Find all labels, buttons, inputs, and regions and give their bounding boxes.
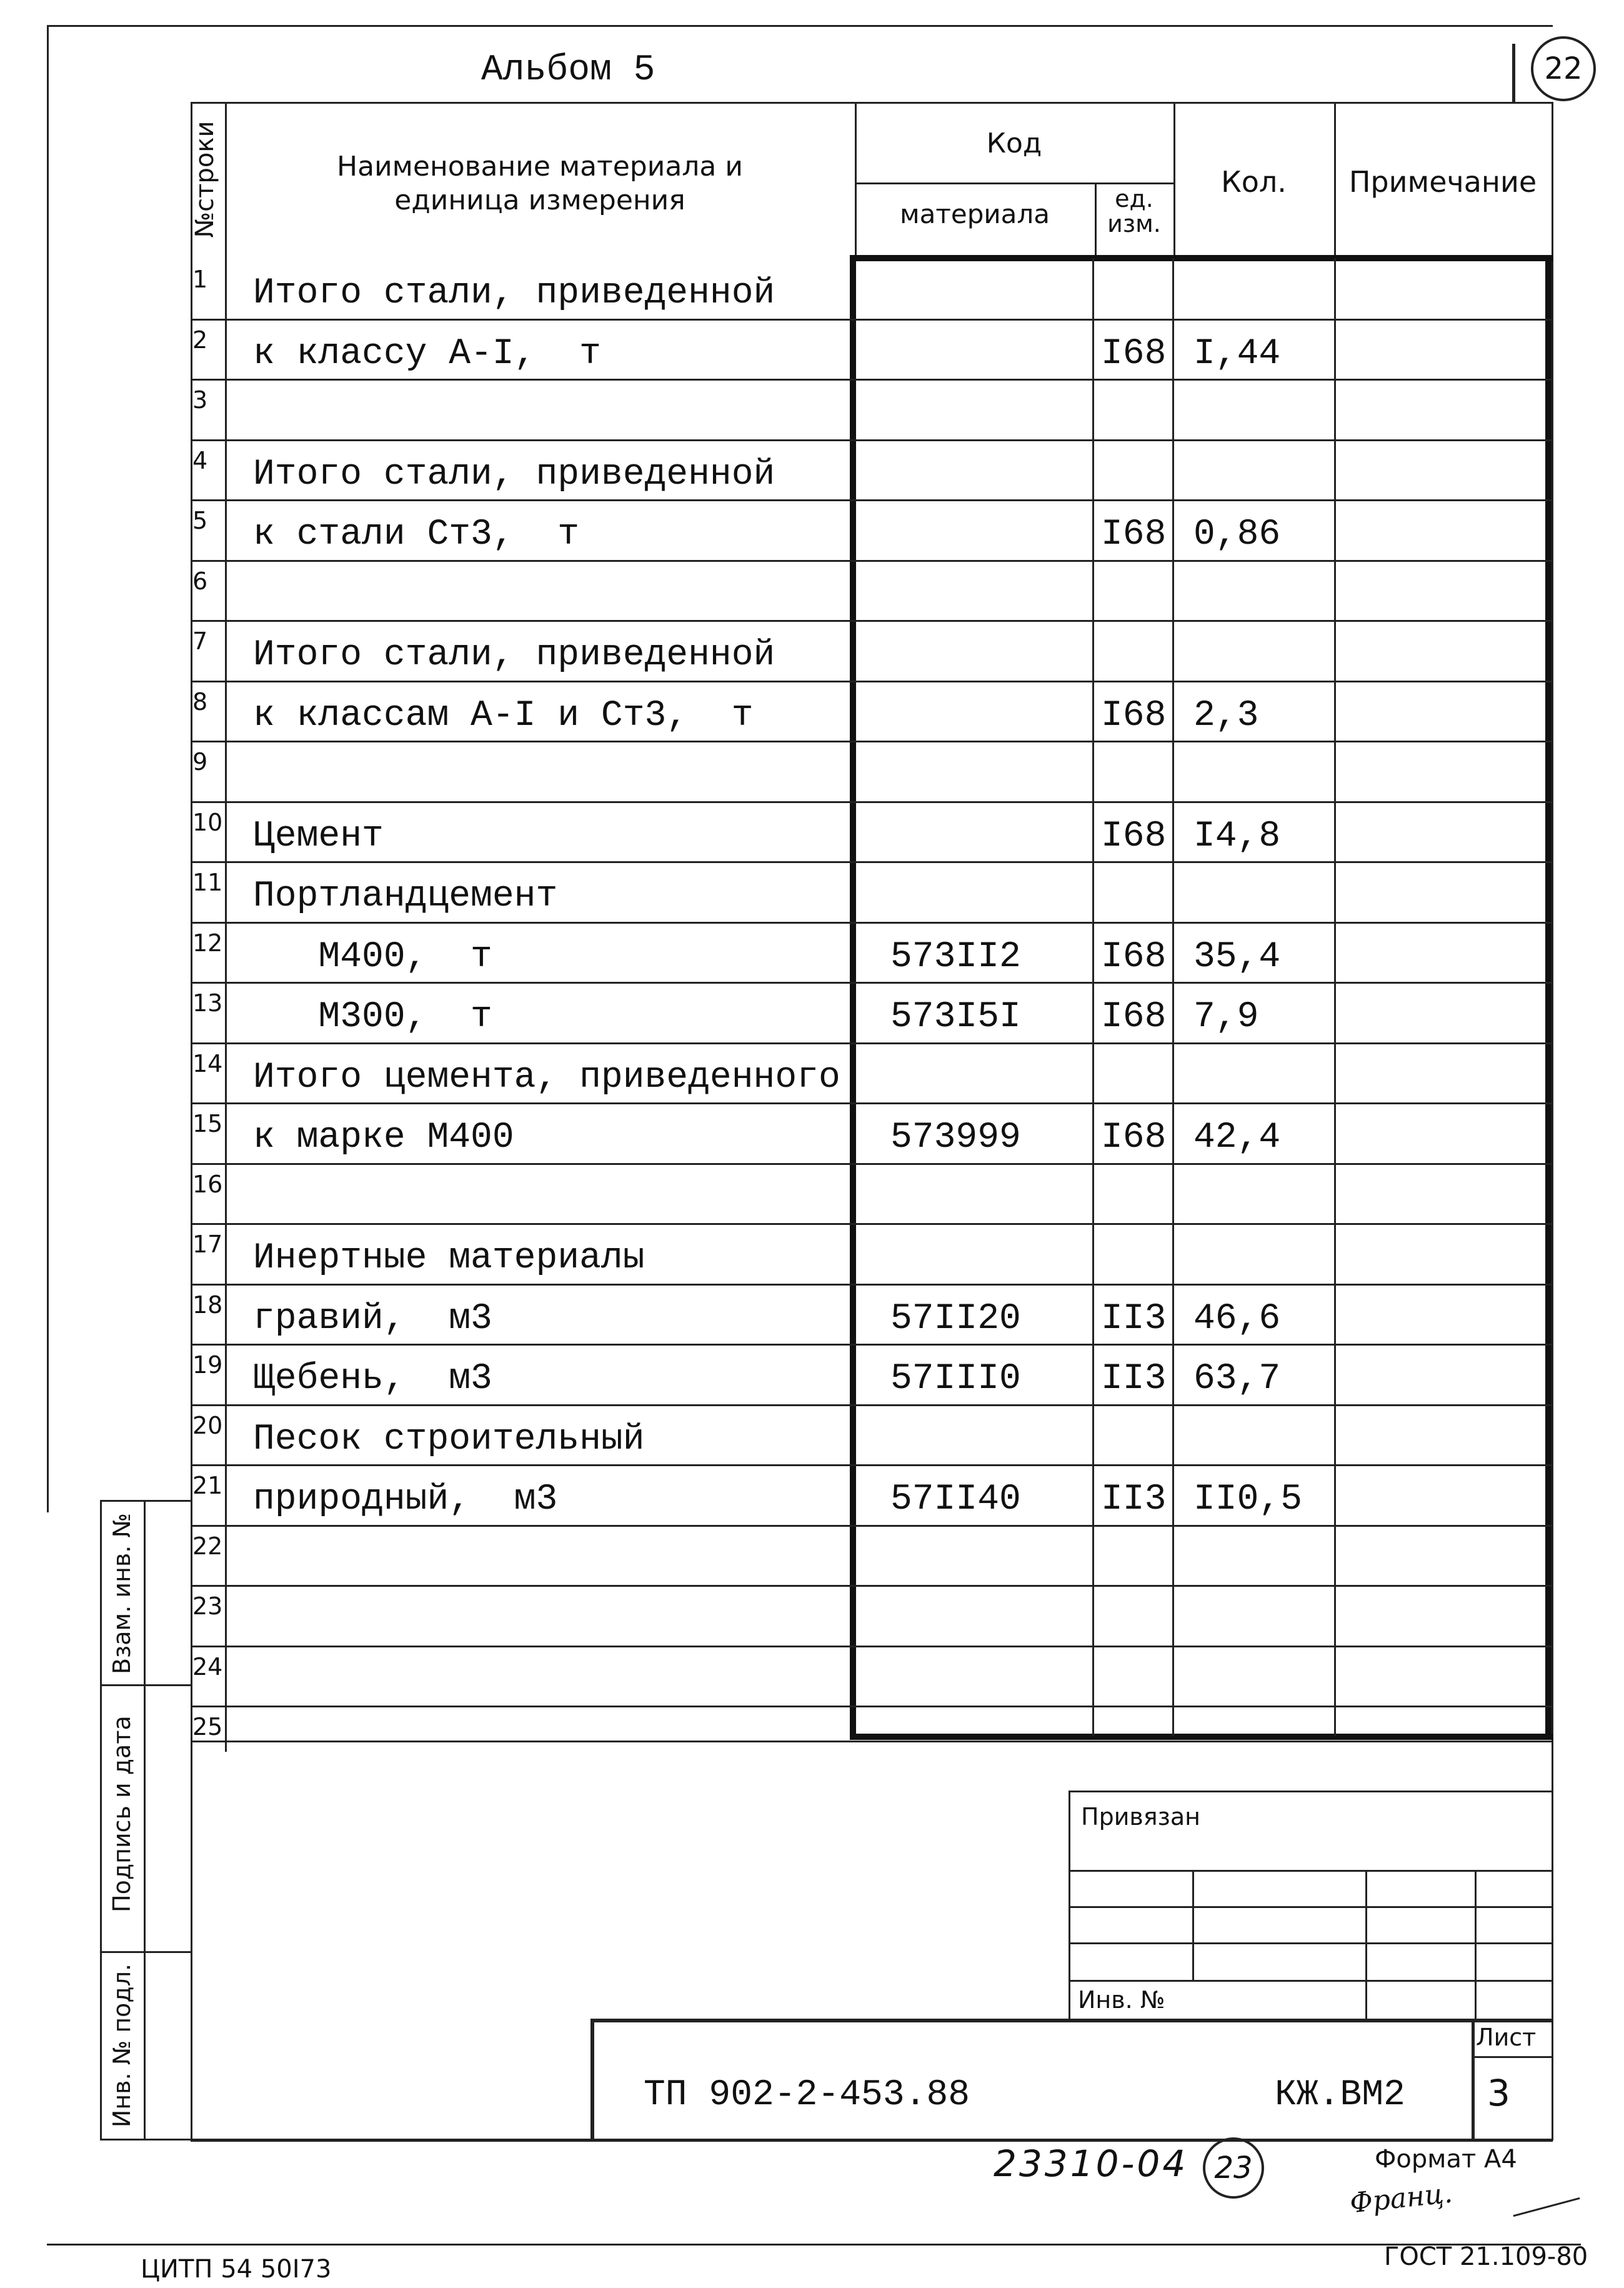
row-material-name: Цемент — [253, 816, 384, 857]
header-name: Наименование материала и единица измерения — [337, 151, 743, 216]
row-number: 5 — [192, 507, 208, 534]
header-note: Примечание — [1348, 165, 1537, 199]
row-quantity: II0,5 — [1193, 1479, 1303, 1520]
row-unit-code: II3 — [1101, 1479, 1167, 1520]
row-material-code: 573II2 — [890, 936, 1021, 977]
row-number: 15 — [192, 1110, 223, 1137]
row-material-name: Портландцемент — [253, 876, 558, 917]
row-separator — [191, 1585, 1553, 1587]
header-row-number: №строки — [191, 121, 219, 238]
row-separator — [191, 620, 1553, 622]
row-number: 11 — [192, 869, 223, 896]
title-block-bottom — [191, 2139, 1553, 2142]
row-quantity: 35,4 — [1193, 936, 1281, 977]
row-separator — [191, 319, 1553, 321]
stamp-grid-line-2 — [1069, 1906, 1553, 1908]
row-material-name: Инертные материалы — [253, 1238, 645, 1279]
row-number: 9 — [192, 748, 208, 776]
stamp-grid-line-1 — [1069, 1870, 1553, 1872]
body-note-divider — [1334, 258, 1336, 1736]
row-number: 2 — [192, 326, 208, 354]
row-separator — [191, 560, 1553, 562]
sidebar-inv-podl: Инв. № подл. — [108, 1963, 136, 2128]
row-material-name: к марке М400 — [253, 1117, 514, 1158]
row-material-name: к классам А-I и Ст3, т — [253, 695, 754, 736]
frame-top-right-tick — [1512, 44, 1515, 103]
stamp-grid-col-2 — [1365, 1870, 1367, 2019]
row-quantity: 42,4 — [1193, 1117, 1281, 1158]
stamp-privyazan: Привязан — [1081, 1803, 1200, 1831]
row-number: 23 — [192, 1592, 223, 1620]
row-unit-code: I68 — [1101, 333, 1167, 374]
row-number: 4 — [192, 446, 208, 474]
row-separator — [191, 801, 1553, 803]
row-separator — [191, 1706, 1553, 1707]
page-number: 22 — [1544, 51, 1583, 86]
row-quantity: 7,9 — [1193, 997, 1259, 1037]
row-material-name: Щебень, м3 — [253, 1359, 492, 1399]
stamp-inv-no: Инв. № — [1078, 1986, 1165, 2014]
body-qty-divider — [1172, 258, 1174, 1736]
sidebar-podpis-data: Подпись и дата — [108, 1716, 136, 1912]
body-unit-divider — [1092, 258, 1094, 1736]
stamp-grid-col-1 — [1192, 1870, 1194, 1980]
row-number: 7 — [192, 627, 208, 655]
row-separator — [191, 1344, 1553, 1346]
title-block-left — [590, 2019, 594, 2141]
row-quantity: 46,6 — [1193, 1298, 1281, 1339]
row-number: 19 — [192, 1351, 223, 1379]
header-code-subdivider — [855, 182, 1173, 184]
row-material-name: М400, т — [253, 936, 492, 977]
row-unit-code: II3 — [1101, 1359, 1167, 1399]
row-number: 20 — [192, 1411, 223, 1439]
header-code: Код — [986, 127, 1042, 159]
signature: Франц. — [1348, 2177, 1454, 2220]
citp-code: ЦИТП 54 50I73 — [141, 2255, 332, 2284]
stamp-doc-code: ТП 902-2-453.88 — [644, 2075, 970, 2116]
title-block-top — [590, 2019, 1553, 2022]
row-quantity: 2,3 — [1193, 695, 1259, 736]
stamp-grid-line-4 — [1069, 1980, 1553, 1982]
header-name-divider — [855, 102, 857, 258]
table-bottom-line — [191, 1741, 1553, 1742]
row-unit-code: I68 — [1101, 816, 1167, 857]
row-material-name: М300, т — [253, 997, 492, 1037]
stamp-sheet-number: 3 — [1487, 2072, 1510, 2114]
gost-label: ГОСТ 21.109-80 — [1384, 2242, 1588, 2271]
row-unit-code: I68 — [1101, 1117, 1167, 1158]
row-material-name: к классу А-I, т — [253, 333, 601, 374]
row-number: 12 — [192, 929, 223, 957]
row-separator — [191, 1525, 1553, 1527]
row-number: 24 — [192, 1652, 223, 1681]
row-quantity: I4,8 — [1193, 816, 1281, 857]
row-separator — [191, 982, 1553, 984]
stamp-grid-line-3 — [1069, 1942, 1553, 1944]
row-separator — [191, 499, 1553, 501]
stamp-privyazan-top — [1069, 1791, 1553, 1792]
row-unit-code: I68 — [1101, 695, 1167, 736]
sidebar-vzam-inv: Взам. инв. № — [108, 1513, 136, 1675]
row-separator — [191, 1223, 1553, 1225]
title-block-sheet-divider — [1472, 2019, 1475, 2141]
row-material-code: 573999 — [890, 1117, 1021, 1158]
row-number: 10 — [192, 808, 223, 836]
sidebar-outer-left — [100, 1500, 102, 2141]
stamp-grid-col-3 — [1475, 1870, 1477, 2019]
row-separator — [191, 922, 1553, 924]
row-unit-code: I68 — [1101, 997, 1167, 1037]
row-material-code: 57II20 — [890, 1298, 1021, 1339]
row-separator — [191, 1464, 1553, 1466]
row-quantity: 0,86 — [1193, 514, 1281, 555]
row-quantity: I,44 — [1193, 333, 1281, 374]
row-separator — [191, 1646, 1553, 1647]
row-separator — [191, 439, 1553, 441]
row-separator — [191, 1284, 1553, 1286]
row-separator — [191, 861, 1553, 863]
row-material-name: Итого цемента, приведенного — [253, 1057, 840, 1098]
row-material-code: 57II40 — [890, 1479, 1021, 1520]
table-rownum-divider — [225, 102, 227, 1752]
row-separator — [191, 1042, 1553, 1044]
thick-frame-bottom — [850, 1734, 1553, 1740]
thick-frame-left — [850, 255, 856, 1740]
row-number: 3 — [192, 386, 208, 414]
page-number-circle — [1531, 36, 1596, 101]
frame-top-border — [47, 25, 1553, 27]
row-material-name: Песок строительный — [253, 1419, 645, 1460]
album-title: Альбом 5 — [481, 50, 655, 91]
row-unit-code: I68 — [1101, 514, 1167, 555]
row-material-code: 57III0 — [890, 1359, 1021, 1399]
row-number: 6 — [192, 567, 208, 595]
row-material-name: природный, м3 — [253, 1479, 558, 1520]
row-unit-code: I68 — [1101, 936, 1167, 977]
table-right-border — [1552, 102, 1553, 2141]
row-number: 1 — [192, 266, 208, 293]
row-number: 17 — [192, 1231, 223, 1258]
row-material-name: Итого стали, приведенной — [253, 635, 775, 676]
row-separator — [191, 681, 1553, 682]
thick-frame-top — [850, 255, 1553, 261]
row-number: 25 — [192, 1713, 223, 1741]
footer-line — [47, 2244, 1581, 2246]
title-block-sheet-sub — [1472, 2056, 1553, 2058]
row-material-name: гравий, м3 — [253, 1298, 492, 1339]
stamp-list-label: Лист — [1476, 2024, 1537, 2051]
bottom-circle — [1203, 2137, 1264, 2199]
stamp-mark: КЖ.ВМ2 — [1275, 2075, 1405, 2116]
row-material-name: Итого стали, приведенной — [253, 454, 775, 495]
row-unit-code: II3 — [1101, 1298, 1167, 1339]
row-material-code: 573I5I — [890, 997, 1021, 1037]
handwritten-number: 23310-04 — [994, 2142, 1188, 2185]
row-separator — [191, 1404, 1553, 1406]
bottom-circle-number: 23 — [1214, 2151, 1253, 2186]
row-material-name: к стали Ст3, т — [253, 514, 580, 555]
header-material: материала — [899, 199, 1050, 229]
row-separator — [191, 1163, 1553, 1165]
header-unit: ед. изм. — [1107, 185, 1161, 237]
row-number: 13 — [192, 989, 223, 1017]
row-quantity: 63,7 — [1193, 1359, 1281, 1399]
table-top-border — [191, 102, 1553, 104]
row-number: 14 — [192, 1049, 223, 1077]
sidebar-inner-divider — [144, 1500, 146, 2141]
frame-left-border — [47, 25, 49, 1512]
format-label: Формат А4 — [1375, 2145, 1517, 2174]
signature-stroke — [1513, 2197, 1580, 2217]
row-material-name: Итого стали, приведенной — [253, 273, 775, 314]
row-separator — [191, 1102, 1553, 1104]
row-separator — [191, 741, 1553, 742]
thick-frame-right — [1545, 255, 1552, 1740]
header-qty: Кол. — [1221, 165, 1287, 199]
row-number: 18 — [192, 1291, 223, 1319]
row-number: 21 — [192, 1472, 223, 1499]
row-number: 16 — [192, 1170, 223, 1198]
stamp-privyazan-left — [1069, 1791, 1070, 2019]
row-number: 22 — [192, 1532, 223, 1560]
row-number: 8 — [192, 687, 208, 716]
row-separator — [191, 379, 1553, 381]
